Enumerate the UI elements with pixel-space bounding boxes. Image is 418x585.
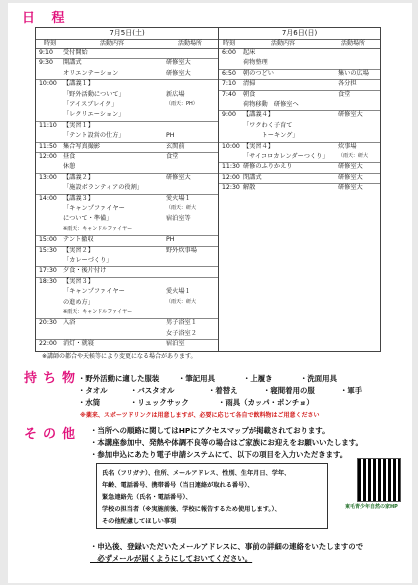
day1-place-cell: 研修室大 <box>166 59 191 67</box>
belonging-item: ・雨具（カッパ・ポンチョ） <box>218 398 314 407</box>
day1-activity-cell: について・準備」 <box>63 215 113 223</box>
day1-place-cell: （雨天：PH） <box>166 101 198 107</box>
day2-time-cell: 9:00 <box>222 111 236 119</box>
others-line-2: ・本講座参加中、発熱や体調不良等の場合はご家族にお迎えをお願いいたします。 <box>90 438 363 447</box>
belonging-item: ・バスタオル <box>130 386 175 395</box>
day1-place-cell: 玄関前 <box>166 142 185 150</box>
day2-activity-cell: 研修のふりかえり <box>243 163 293 171</box>
day1-place-cell: PH <box>166 236 175 244</box>
day1-activity-cell: 【講義２】 <box>63 173 94 181</box>
day2-activity-cell: 清掃 <box>243 80 256 88</box>
day1-time-cell: 10:00 <box>39 80 57 88</box>
day2-time-cell: 12:00 <box>222 173 240 181</box>
day2-place-cell: 研修室大 <box>338 173 363 181</box>
day1-time-cell: 22:00 <box>39 340 57 348</box>
day1-header-time: 時刻 <box>44 40 57 47</box>
schedule-table <box>35 27 381 352</box>
day2-activity-cell: 閉講式 <box>243 173 262 181</box>
day1-place-cell: 食堂 <box>166 153 179 160</box>
day1-activity-cell: 「施設ボランティアの役割」 <box>63 184 143 192</box>
day1-activity-cell: テント撤収 <box>63 236 94 244</box>
box-line: その他配慮してほしい事項 <box>102 518 177 525</box>
qr-code[interactable] <box>357 458 401 502</box>
day1-activity-cell: 「アイスブレイク」 <box>63 101 118 108</box>
day1-time-cell: 9:10 <box>39 49 53 56</box>
day2-header <box>219 39 380 49</box>
day1-time-cell: 11:10 <box>39 121 57 129</box>
day2-activity-cell: 朝食 <box>243 90 256 98</box>
day1-place-cell: 宿泊室等 <box>166 215 191 223</box>
day1-place-cell: 宿泊室 <box>166 340 185 348</box>
day1-activity-cell: 休憩 <box>63 163 76 171</box>
day2-time-cell: 7:10 <box>222 80 236 88</box>
belonging-item: ・着替え <box>208 386 238 395</box>
day1-activity-cell: 夕食・後片付け <box>63 267 107 275</box>
belonging-item: ・水筒 <box>78 398 101 407</box>
day1-time-cell: 13:00 <box>39 173 57 181</box>
schedule-note: ※講師の都合や天候等により変更になる場合があります。 <box>42 353 197 360</box>
day1-time-cell: 18:30 <box>39 277 57 285</box>
day2-time-cell: 10:00 <box>222 142 240 150</box>
day1-place-cell: 男子浴室１ <box>166 319 197 327</box>
day1-place-cell: 新広場 <box>166 90 185 98</box>
day1-activity-cell: 受付開始 <box>63 49 88 56</box>
day1-activity-cell: 「カレーづくり」 <box>63 257 113 264</box>
day2-time-cell: 6:00 <box>222 49 236 56</box>
day1-activity-cell: 「キャンプファイヤー <box>63 288 125 296</box>
page <box>8 3 412 583</box>
day1-activity-cell: 昼食 <box>63 153 76 160</box>
day2-activity-cell: 「サイコロカレンダーつくり」 <box>243 153 329 160</box>
day2-time-cell: 6:50 <box>222 69 236 77</box>
day1-time-cell: 15:00 <box>39 236 57 244</box>
final-note-2: 必ずメールが届くようにしておいてください。 <box>90 554 253 563</box>
belonging-item: ・筆記用具 <box>178 374 215 383</box>
day1-place-cell: （雨天：研大 <box>166 298 197 305</box>
day2-activity-cell: 「ワクわく子育て <box>243 121 293 129</box>
day1-time-cell: 11:50 <box>39 142 57 150</box>
belonging-item: ・リュックサック <box>130 398 189 407</box>
day1-activity-cell: 「キャンプファイヤー <box>63 205 125 212</box>
day2-place-cell: 研修室大 <box>338 111 363 119</box>
others-title: その他 <box>24 427 82 442</box>
day2-header-place: 活動場所 <box>341 40 366 47</box>
day1-time-cell: 17:30 <box>39 267 57 275</box>
day2-place-cell: 食堂 <box>338 90 351 98</box>
day1-header-place: 活動場所 <box>178 40 203 47</box>
day1-place-cell: （雨天：研大 <box>166 205 197 211</box>
day2-column <box>219 28 380 351</box>
day2-activity-cell: 【実習４】 <box>243 142 274 150</box>
input-items-box <box>96 463 328 529</box>
day2-time-cell: 12:30 <box>222 184 240 192</box>
day2-activity-cell: 荷物整理 <box>243 59 268 67</box>
day1-activity-cell: 【講義１】 <box>63 80 94 88</box>
day2-activity-cell: 起床 <box>243 49 256 56</box>
others-line-3: ・参加申込にあたり電子申請システムにて、以下の項目を入力いただきます。 <box>90 450 348 459</box>
belonging-item: ・上履き <box>243 374 273 383</box>
day1-activity-cell: 開講式 <box>63 59 82 67</box>
others-line-1: ・当所への順路に関してはHPにアクセスマップが掲載されております。 <box>90 426 330 435</box>
day1-activity-cell: 【実習１】 <box>63 121 94 129</box>
day1-column <box>36 28 219 351</box>
day1-activity-cell: ※雨天：キャンドルファイヤー <box>63 309 133 315</box>
belonging-item: ・タオル <box>78 386 108 395</box>
belongings-title: 持ち物 <box>24 371 82 386</box>
box-line: 学校の担当者（※実施前後、学校に報告するため使用します。）、 <box>102 506 281 513</box>
day1-place-cell: PH <box>166 132 175 140</box>
day2-activity-cell: トーキング」 <box>243 132 299 140</box>
box-line: 年齢、電話番号、携帯番号（当日連絡が取れる番号）、 <box>102 482 254 489</box>
day2-place-cell: 研修室大 <box>338 163 363 171</box>
day1-activity-cell: 「テント設営の仕方」 <box>63 132 125 140</box>
day1-place-cell: 女子浴室２ <box>166 329 197 337</box>
day1-place-cell: 野外炊事場 <box>166 246 197 254</box>
day1-time-cell: 20:30 <box>39 319 57 327</box>
day1-place-cell: 研修室大 <box>166 69 191 77</box>
day1-activity-cell: オリエンテーション <box>63 69 119 77</box>
day1-header-activity: 活動内容 <box>100 40 125 47</box>
belonging-item: ・寝間着用の服 <box>263 386 315 395</box>
day1-time-cell: 15:30 <box>39 246 57 254</box>
day2-place-cell: （雨天：研大 <box>338 153 369 159</box>
day1-activity-cell: 【講義３】 <box>63 194 94 202</box>
day1-activity-cell: の進め方」 <box>63 298 94 306</box>
day1-activity-cell: 【実習３】 <box>63 277 94 285</box>
belonging-item: ・軍手 <box>340 386 363 395</box>
day1-activity-cell: ※雨天：キャンドルファイヤー <box>63 225 133 232</box>
day1-activity-cell: 消灯・就寝 <box>63 340 94 348</box>
day2-place-cell: 炊事場 <box>338 142 357 150</box>
belonging-item: ・野外活動に適した服装 <box>78 374 160 383</box>
day1-activity-cell: 「野外活動について」 <box>63 90 125 98</box>
day1-header <box>36 39 218 49</box>
day1-place-cell: 愛火場１ <box>166 194 191 202</box>
day2-time-cell: 11:30 <box>222 163 240 171</box>
day2-place-cell: 集いの広場 <box>338 69 369 77</box>
day1-activity-cell: 【実習２】 <box>63 246 94 254</box>
box-line: 緊急連絡先（氏名・電話番号）、 <box>102 494 192 501</box>
final-note-1: ・申込後、登録いただいたメールアドレスに、事前の詳細の連絡をいたしますので <box>90 542 364 551</box>
day2-activity-cell: 荷物移動 研修室へ <box>243 101 299 108</box>
day1-place-cell: 愛火場１ <box>166 288 191 296</box>
day2-place-cell: 各分担 <box>338 80 357 88</box>
day1-time-cell: 12:00 <box>39 153 57 160</box>
day2-header-activity: 活動内容 <box>271 40 296 47</box>
schedule-title: 日 程 <box>22 11 71 26</box>
day2-header-time: 時刻 <box>223 40 236 47</box>
box-line: 氏名（フリガナ）、住所、メールアドレス、性別、生年月日、学年、 <box>102 470 291 477</box>
day1-time-cell: 9:30 <box>39 59 53 67</box>
day2-activity-cell: 【講義４】 <box>243 111 274 119</box>
qr-label: 東毛青少年自然の家HP <box>345 504 398 510</box>
day1-activity-cell: 集合写真撮影 <box>63 142 101 150</box>
belongings-note: ※薬来、スポーツドリンクは用意しますが、必要に応じて各自で飲料物はご用意ください <box>80 412 320 419</box>
day2-activity-cell: 朝のつどい <box>243 69 274 77</box>
belonging-item: ・洗面用具 <box>300 374 337 383</box>
day1-date: 7月5日(土) <box>36 28 218 40</box>
day1-time-cell: 14:00 <box>39 194 57 202</box>
day1-activity-cell: 入浴 <box>63 319 76 327</box>
day1-place-cell: 研修室大 <box>166 173 191 181</box>
day1-activity-cell: 「レクリエーション」 <box>63 111 125 119</box>
day2-activity-cell: 解散 <box>243 184 256 192</box>
day2-time-cell: 7:40 <box>222 90 236 98</box>
day2-date: 7月6日(日) <box>219 28 380 40</box>
day2-place-cell: 研修室大 <box>338 184 363 192</box>
